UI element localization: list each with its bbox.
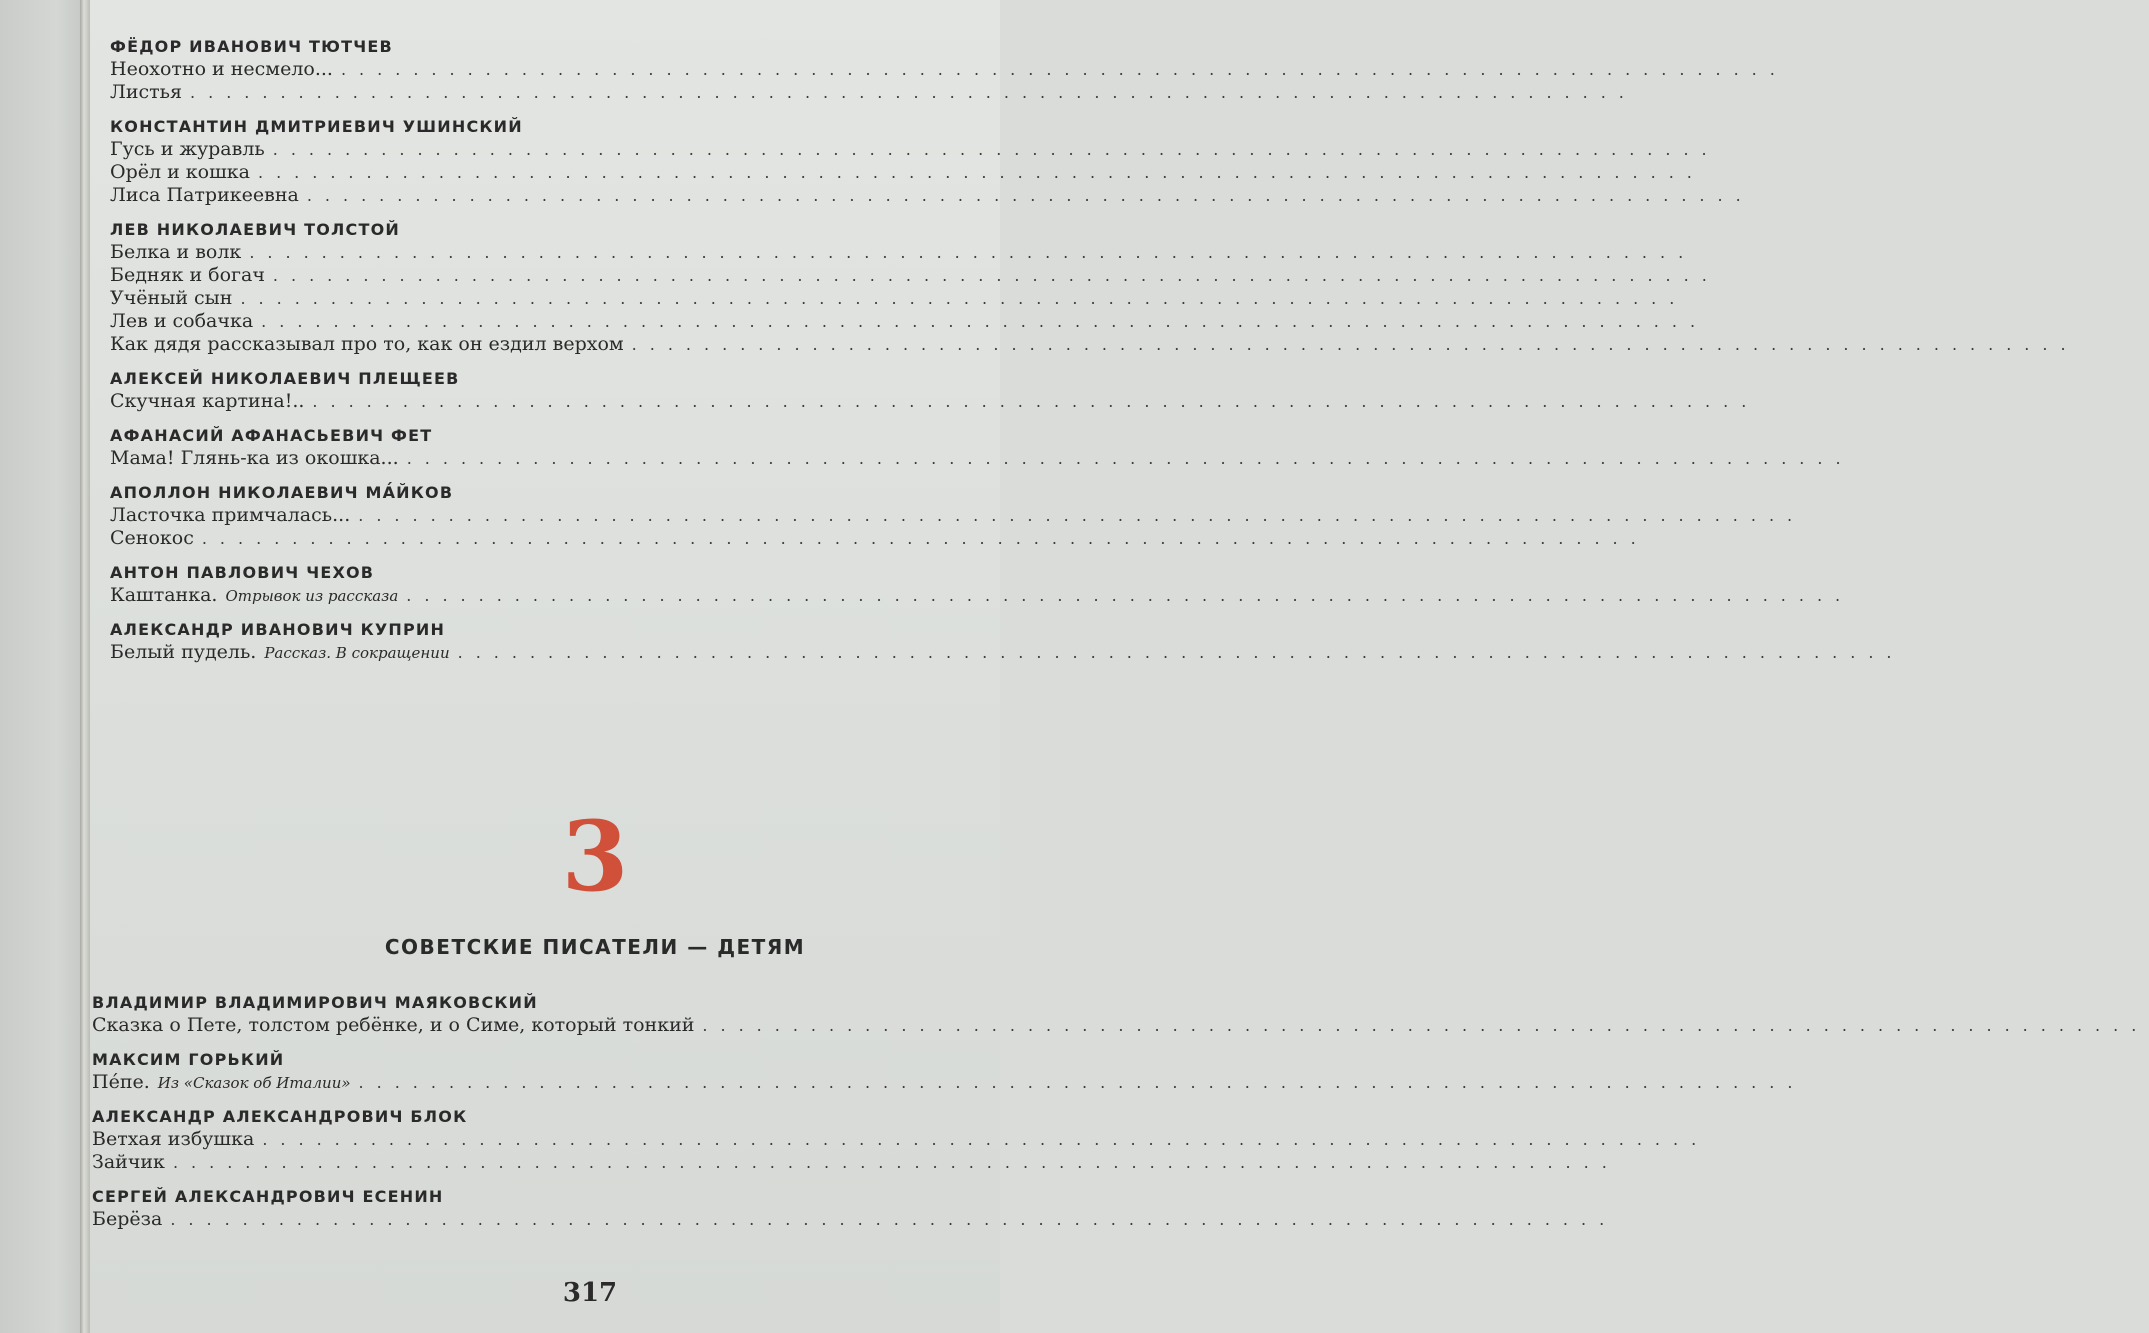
author-name: ФЁДОР ИВАНОВИЧ ТЮТЧЕВ bbox=[110, 37, 393, 56]
page-edge bbox=[80, 0, 90, 1333]
contents-entry bbox=[110, 504, 1806, 527]
work-title: Как дядя рассказывал про то, как он ездил верхом bbox=[110, 333, 624, 355]
work-title: Сенокос bbox=[110, 527, 194, 549]
section-number-emblem bbox=[555, 800, 635, 913]
contents-entry bbox=[110, 138, 1720, 161]
author-name: МАКСИМ ГОРЬКИЙ bbox=[92, 1050, 285, 1069]
contents-list-part1 bbox=[110, 36, 2079, 664]
dot-leader: ................................................................................ bbox=[272, 266, 1720, 285]
work-title: Сказка о Пете, толстом ребёнке, и о Симе, который тонкий bbox=[92, 1014, 695, 1036]
dot-leader: ................................................................................ bbox=[306, 186, 1754, 205]
work-title: Зайчик bbox=[92, 1151, 165, 1173]
contents-entry bbox=[110, 390, 1760, 413]
work-title: Берёза bbox=[92, 1208, 163, 1230]
contents-list-part2 bbox=[92, 992, 2149, 1231]
dot-leader: ................................................................................ bbox=[340, 60, 1788, 79]
dot-leader: ................................................................................ bbox=[406, 586, 1854, 605]
author-name: АЛЕКСАНДР ИВАНОВИЧ КУПРИН bbox=[110, 620, 446, 639]
section-number: 3 bbox=[561, 800, 629, 913]
dot-leader: ................................................................................ bbox=[257, 163, 1705, 182]
dot-leader: ................................................................................ bbox=[702, 1016, 2149, 1035]
dot-leader: ................................................................................ bbox=[261, 312, 1709, 331]
work-title: Белый пудель. bbox=[110, 641, 257, 663]
dot-leader: ................................................................................ bbox=[631, 335, 2079, 354]
contents-entry bbox=[92, 1014, 2149, 1037]
author-name: АПОЛЛОН НИКОЛАЕВИЧ МА́ЙКОВ bbox=[110, 483, 454, 502]
contents-entry bbox=[110, 161, 1705, 184]
author-name: АФАНАСИЙ АФАНАСЬЕВИЧ ФЕТ bbox=[110, 426, 433, 445]
work-note: Рассказ. В сокращении bbox=[264, 644, 450, 662]
author-name: АЛЕКСЕЙ НИКОЛАЕВИЧ ПЛЕЩЕЕВ bbox=[110, 369, 460, 388]
author-name: АЛЕКСАНДР АЛЕКСАНДРОВИЧ БЛОК bbox=[92, 1107, 468, 1126]
work-note: Отрывок из рассказа bbox=[225, 587, 399, 605]
dot-leader: ................................................................................ bbox=[201, 529, 1649, 548]
work-title: Каштанка. bbox=[110, 584, 218, 606]
contents-entry bbox=[92, 1208, 1618, 1231]
contents-entry bbox=[110, 184, 1754, 207]
work-title: Орёл и кошка bbox=[110, 161, 250, 183]
contents-entry bbox=[110, 264, 1720, 287]
work-title: Пе́пе. bbox=[92, 1071, 150, 1093]
contents-entry bbox=[92, 1151, 1620, 1174]
work-title: Гусь и журавль bbox=[110, 138, 265, 160]
contents-entry bbox=[110, 241, 1697, 264]
dot-leader: ................................................................................ bbox=[358, 506, 1806, 525]
contents-entry bbox=[110, 584, 1854, 607]
work-title: Неохотно и несмело... bbox=[110, 58, 333, 80]
page-number: 317 bbox=[562, 1278, 618, 1308]
dot-leader: ................................................................................ bbox=[358, 1073, 1806, 1092]
work-title: Листья bbox=[110, 81, 183, 103]
contents-entry bbox=[110, 287, 1688, 310]
author-name: ЛЕВ НИКОЛАЕВИЧ ТОЛСТОЙ bbox=[110, 220, 400, 239]
contents-entry bbox=[110, 527, 1649, 550]
dot-leader: ................................................................................ bbox=[262, 1130, 1710, 1149]
work-title: Скучная картина!.. bbox=[110, 390, 305, 412]
contents-entry bbox=[110, 333, 2079, 356]
contents-entry bbox=[110, 310, 1709, 333]
contents-entry bbox=[110, 447, 1854, 470]
work-title: Ветхая избушка bbox=[92, 1128, 255, 1150]
dot-leader: ................................................................................ bbox=[170, 1210, 1618, 1229]
work-note: Из «Сказок об Италии» bbox=[157, 1074, 351, 1092]
work-title: Ласточка примчалась... bbox=[110, 504, 351, 526]
dot-leader: ................................................................................ bbox=[272, 140, 1720, 159]
dot-leader: ................................................................................ bbox=[406, 449, 1854, 468]
author-name: АНТОН ПАВЛОВИЧ ЧЕХОВ bbox=[110, 563, 375, 582]
dot-leader: ................................................................................ bbox=[312, 392, 1760, 411]
work-title: Лев и собачка bbox=[110, 310, 254, 332]
author-name: ВЛАДИМИР ВЛАДИМИРОВИЧ МАЯКОВСКИЙ bbox=[92, 993, 538, 1012]
work-title: Учёный сын bbox=[110, 287, 233, 309]
author-name: КОНСТАНТИН ДМИТРИЕВИЧ УШИНСКИЙ bbox=[110, 117, 523, 136]
dot-leader: ................................................................................ bbox=[457, 643, 1905, 662]
contents-entry bbox=[92, 1071, 1806, 1094]
dot-leader: ................................................................................ bbox=[240, 289, 1688, 308]
work-title: Лиса Патрикеевна bbox=[110, 184, 299, 206]
work-title: Бедняк и богач bbox=[110, 264, 265, 286]
work-title: Мама! Глянь-ка из окошка... bbox=[110, 447, 399, 469]
contents-entry bbox=[110, 641, 1905, 664]
dot-leader: ................................................................................ bbox=[172, 1153, 1620, 1172]
author-name: СЕРГЕЙ АЛЕКСАНДРОВИЧ ЕСЕНИН bbox=[92, 1187, 444, 1206]
section-title: СОВЕТСКИЕ ПИСАТЕЛИ — ДЕТЯМ bbox=[384, 935, 806, 959]
contents-entry bbox=[110, 58, 1788, 81]
contents-entry bbox=[110, 81, 1637, 104]
work-title: Белка и волк bbox=[110, 241, 242, 263]
dot-leader: ................................................................................ bbox=[190, 83, 1637, 102]
contents-entry bbox=[92, 1128, 1710, 1151]
dot-leader: ................................................................................ bbox=[249, 243, 1697, 262]
